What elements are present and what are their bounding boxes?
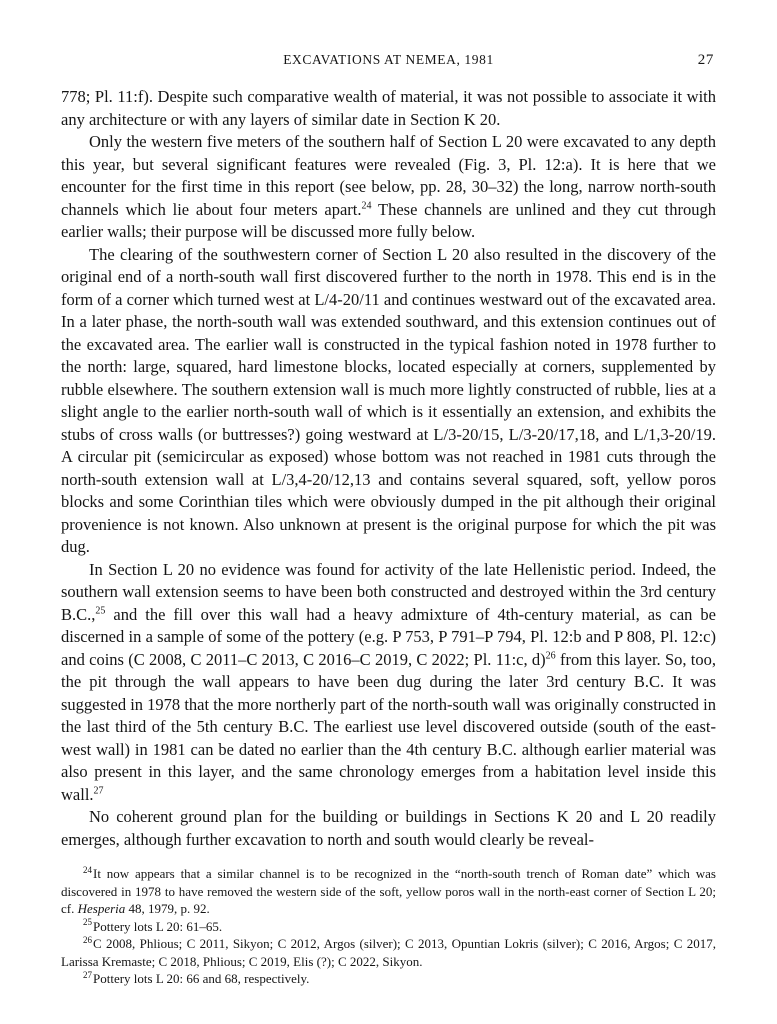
footnote-24: $^{24}$It now appears that a similar channel is to be recognized in the “north-south trench of Roman date” which was discovered in 1978 to have removed the western side of the soft, yellow poros wall in the north-east corner of Section L 20; cf. Hesperia 48, 1979, p. 92.	[61, 864, 716, 916]
paragraph-5: No coherent ground plan for the building or buildings in Sections K 20 and L 20 readily emerges, although further excavation to north and south would clearly be reveal-	[61, 807, 716, 849]
journal-title: Hesperia	[77, 901, 126, 916]
paragraph-3: The clearing of the southwestern corner of Section L 20 also resulted in the discovery of the original end of a north-south wall first discovered further to the north in 1978. This end is in the form of a corner which turned west at L/4-20/11 and continues westward out of the excavated area. In a later phase, the north-south wall was extended southward, and this extension continues out of the excavated area. The earlier wall is constructed in the typical fashion noted in 1978 further to the north: large, squared, hard limestone blocks, located especially at corners, supplemented by rubble elsewhere. The southern extension wall is much more lightly constructed of rubble, lies at a slight angle to the earlier north-south wall of which is it essentially an extension, and exhibits the stubs of cross walls (or buttresses?) going westward at L/3-20/15, L/3-20/17,18, and L/1,3-20/19. A circular pit (semicircular as exposed) whose bottom was not reached in 1981 cuts through the north-south extension wall at L/3,4-20/12,13 and contains several squared, soft, yellow poros blocks and some Corinthian tiles which were obviously dumped in the pit although their original provenience is not known. Also unknown at present is the original purpose for which the pit was dug.	[61, 244, 716, 556]
footnote-ref-26[interactable]: 26	[545, 650, 556, 661]
footnote-ref-25[interactable]: 25	[95, 605, 106, 616]
footnote-26: $^{26}$C 2008, Phlious; C 2011, Sikyon; C 2012, Argos (silver); C 2013, Opuntian Lokris (silver); C 2016, Argos; C 2017, Larissa Kremaste; C 2018, Phlious; C 2019, Elis (?); C 2022, Sikyon.	[61, 934, 716, 969]
footnote-ref-24[interactable]: 24	[361, 200, 372, 211]
running-header	[61, 52, 716, 74]
paragraph-2: Only the western five meters of the southern half of Section L 20 were excavated to any depth this year, but several significant features were revealed (Fig. 3, Pl. 12:a). It is here that we encounter for the first time in this report (see below, pp. 28, 30–32) the long, narrow north-south channels which lie about four meters apart.$^{24}$ These channels are unlined and they cut through earlier walls; their purpose will be discussed more fully below.	[61, 132, 716, 241]
footnote-27: $^{27}$Pottery lots L 20: 66 and 68, respectively.	[83, 969, 310, 986]
paragraph-4: In Section L 20 no evidence was found for activity of the late Hellenistic period. Indeed, the southern wall extension seems to have been both constructed and destroyed within the 3rd century B.C.,$^{25}$ and the fill over this wall had a heavy admixture of 4th-century material, as can be discerned in a sample of some of the pottery (e.g. P 753, P 791–P 794, Pl. 12:b and P 808, Pl. 12:c) and coins (C 2008, C 2011–C 2013, C 2016–C 2019, C 2022; Pl. 11:c, d)$^{26}$ from this layer. So, too, the pit through the wall appears to have been dug during the later 3rd century B.C. It was suggested in 1978 that the more northerly part of the north-south wall was originally constructed in the last third of the 5th century B.C. The earliest use level discovered outside (south of the east-west wall) in 1981 can be dated no earlier than the 4th century B.C. although earlier material was also present in this layer, and the same chronology emerges from a habitation level inside this wall.$^{27}$	[61, 559, 716, 804]
body-text	[61, 86, 716, 851]
footnote-25: $^{25}$Pottery lots L 20: 61–65.	[83, 917, 223, 934]
running-title: EXCAVATIONS AT NEMEA, 1981	[283, 52, 494, 67]
page	[61, 52, 716, 988]
page-number: 27	[697, 52, 714, 68]
footnote-ref-27[interactable]: 27	[93, 785, 104, 796]
footnotes	[61, 865, 716, 988]
paragraph-1: 778; Pl. 11:f). Despite such comparative wealth of material, it was not possible to associate it with any architecture or with any layers of similar date in Section K 20.	[61, 87, 716, 129]
